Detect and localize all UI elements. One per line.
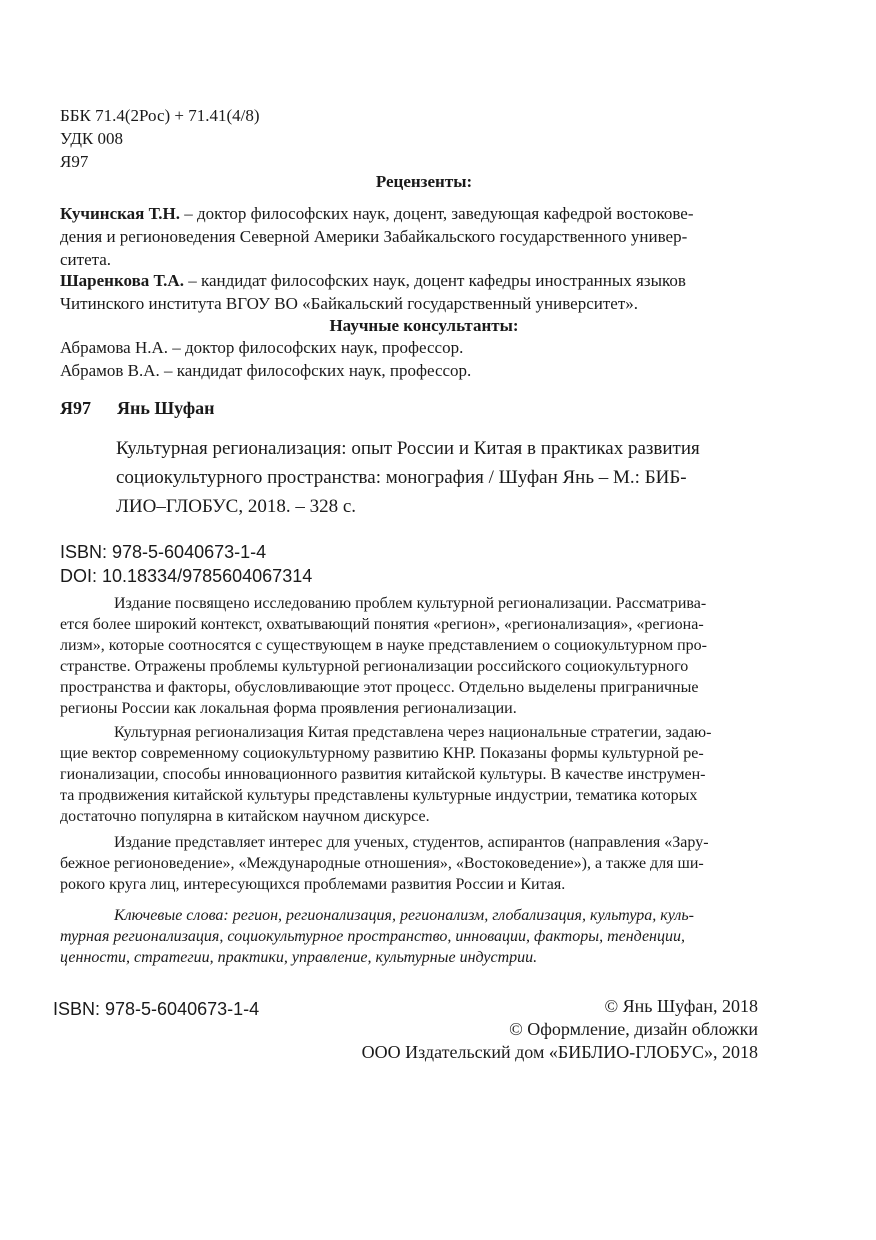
abstract-line: Издание представляет интерес для ученых, студентов, аспирантов (направления «Зару- [114,834,709,851]
reviewer-text: дения и регионоведения Северной Америки Забайкальского государственного универ- [60,227,688,246]
bibliographic-description [116,434,762,521]
description-line: ЛИО–ГЛОБУС, 2018. – 328 с. [116,496,357,517]
reviewer-text: – доктор философских наук, доцент, заведующая кафедрой востокове- [179,204,694,223]
reviewer-text: ситета. [60,250,112,269]
reviewer-text: Читинского института ВГОУ ВО «Байкальский государственный университет». [60,294,639,313]
abstract-paragraph [60,593,788,719]
abstract-line: Культурная регионализация Китая представлена через национальные стратегии, задаю- [114,724,712,741]
keywords-line: ценности, стратегии, практики, управление, культурные индустрии. [60,949,538,966]
keywords-line: турная регионализация, социокультурное пространство, инновации, факторы, тенденции, [60,928,685,945]
author-name: Янь Шуфан [117,398,215,418]
footer-isbn: ISBN: 978-5-6040673-1-4 [53,999,260,1019]
abstract-line: рокого круга лиц, интересующихся проблемами развития России и Китая. [60,876,566,893]
reviewer-name: Шаренкова Т.А. [60,271,184,290]
copyright-line: © Янь Шуфан, 2018 [604,996,758,1016]
reviewer-entry [60,269,788,315]
abstract-line: щие вектор современному социокультурному развитию КНР. Показаны формы культурной ре- [60,745,704,762]
abstract-paragraph [60,722,788,827]
classification-codes [60,104,260,173]
copyright-line: © Оформление, дизайн обложки [509,1019,758,1039]
keywords-line: Ключевые слова: регион, регионализация, регионализм, глобализация, культура, куль- [114,907,694,924]
abstract-line: достаточно популярна в китайском научном дискурсе. [60,808,430,825]
abstract-line: пространства и факторы, обусловливающие этот процесс. Отдельно выделены приграничные [60,679,699,696]
abstract-line: ется более широкий контекст, охватывающий понятия «регион», «регионализация», «регионa- [60,616,704,633]
consultants-list [60,336,471,382]
udk-code: УДК 008 [60,129,124,148]
abstract-line: странстве. Отражены проблемы культурной регионализации российского социокультурного [60,658,689,675]
abstract-line: бежное регионоведение», «Международные отношения», «Востоковедение»), а также для ши- [60,855,704,872]
author-mark: Я97 [60,152,89,171]
consultant-item: Абрамова Н.А. – доктор философских наук, профессор. [60,338,464,357]
reviewer-text: – кандидат философских наук, доцент кафедры иностранных языков [183,271,686,290]
consultant-item: Абрамов В.А. – кандидат философских наук, профессор. [60,361,472,380]
doi: DOI: 10.18334/9785604067314 [60,566,313,586]
copyright-line: ООО Издательский дом «БИБЛИО-ГЛОБУС», 2018 [361,1042,758,1062]
abstract-line: регионы России как локальная форма проявления регионализации. [60,700,517,717]
reviewers-heading: Рецензенты: [375,172,473,191]
bbk-code: ББК 71.4(2Рос) + 71.41(4/8) [60,106,260,125]
abstract-line: гионализации, способы инновационного развития китайской культуры. В качестве инструмен- [60,766,706,783]
abstract-line: лизм», которые соотносятся с существующем в науке представлением о социокультурном про- [60,637,707,654]
abstract-paragraph [60,832,788,895]
abstract-line: Издание посвящено исследованию проблем культурной регионализации. Рассматрива- [114,595,707,612]
reviewer-entry [60,202,788,271]
description-line: Культурная регионализация: опыт России и Китая в практиках развития [116,438,700,459]
consultants-heading: Научные консультанты: [329,316,519,335]
description-line: социокультурного пространства: монография / Шуфан Янь – М.: БИБ- [116,467,687,488]
identifiers [60,540,312,588]
keywords [60,905,788,968]
copyright-block [362,995,758,1064]
reviewer-name: Кучинская Т.Н. [60,204,180,223]
isbn: ISBN: 978-5-6040673-1-4 [60,542,267,562]
abstract-line: та продвижения китайской культуры представлены культурные индустрии, тематика которых [60,787,698,804]
call-code: Я97 [60,398,91,418]
